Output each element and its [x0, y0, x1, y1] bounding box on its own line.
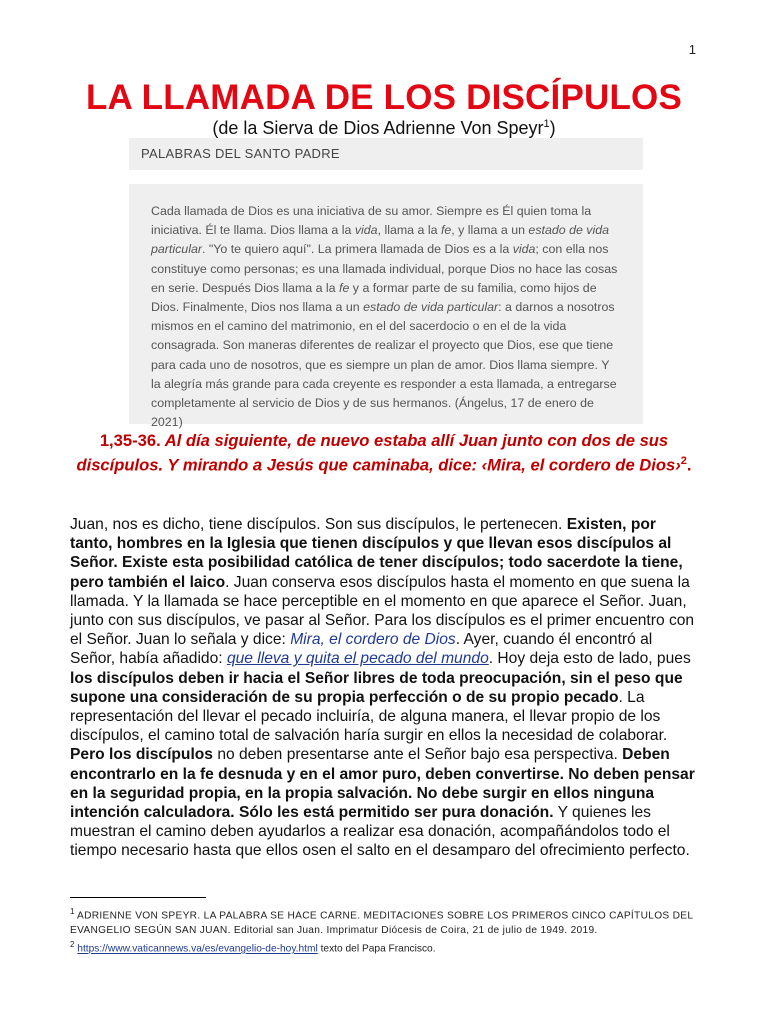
quote-divider: [129, 170, 643, 184]
commentary-paragraph: Juan, nos es dicho, tiene discípulos. Son sus discípulos, le pertenecen. Existen, por tanto, hombres en la Iglesia que tienen discípulos y que llevan esos discípulos al Señor. Existe esta posibilidad católica de tener discípulos; todo sacerdote la tiene, pero también el laico. Juan conserva esos discípulos hasta el momento en que suena la llamada. Y la llamada se hace perceptible en el momento en que aparece el Señor. Juan, junto con sus discípulos, ve pasar al Señor. Para los discípulos es el primer encuentro con el Señor. Juan lo señala y dice: Mira, el cordero de Dios. Ayer, cuando él encontró al Señor, había añadido: que lleva y quita el pecado del mundo. Hoy deja esto de lado, pues los discípulos deben ir hacia el Señor libres de toda preocupación, sin el peso que supone una consideración de su propia perfección o de su propio pecado. La representación del llevar el pecado incluiría, de alguna manera, el llevar propio de los discípulos, el camino total de salvación haría surgir en ellos la necesidad de colaborar. Pero los discípulos no deben presentarse ante el Señor bajo esa perspectiva. Deben encontrarlo en la fe desnuda y en el amor puro, deben convertirse. No deben pensar en la seguridad propia, en la propia salvación. No debe surgir en ellos ninguna intención calculadora. Sólo les está permitido ser pura donación. Y quienes les muestran el camino deben ayudarlos a realizar esa donación, acompañándolos todo el tiempo necesario hasta que ellos osen el salto en el desamparo del ofrecimiento perfecto.: [70, 516, 695, 860]
subtitle-close: ): [549, 118, 556, 138]
footnote-separator: [70, 897, 206, 898]
pope-quote-box: [129, 138, 643, 430]
page-subtitle: [0, 118, 768, 139]
quote-text: Cada llamada de Dios es una iniciativa de su amor. Siempre es Él quien toma la iniciativa. Él te llama. Dios llama a la vida, llama a la fe, y llama a un estado de vida particular. "Yo te quiero aquí". La primera llamada de Dios es a la vida; con ella nos constituye como personas; es una llamada individual, porque Dios no hace las cosas en serie. Después Dios llama a la fe y a formar parte de su familia, como hijos de Dios. Finalmente, Dios nos llama a un estado de vida particular: a darnos a nosotros mismos en el camino del matrimonio, en el del sacerdocio o en el de la vida consagrada. Son maneras diferentes de realizar el proyecto que Dios, ese que tiene para cada uno de nosotros, que es siempre un plan de amor. Dios llama siempre. Y la alegría más grande para cada creyente es responder a esta llamada, a entregarse completamente al servicio de Dios y de sus hermanos. (Ángelus, 17 de enero de 2021): [151, 204, 618, 430]
footnote-ref-1[interactable]: 1: [543, 118, 550, 130]
quote-lamb-of-god: Mira, el cordero de Dios: [290, 631, 456, 649]
verse-reference: 1,35-36.: [99, 431, 161, 450]
footnote-ref-2[interactable]: 2: [680, 455, 687, 467]
quote-heading: PALABRAS DEL SANTO PADRE: [141, 146, 340, 161]
footnotes: [70, 905, 698, 957]
verse-text: Al día siguiente, de nuevo estaba allí Juan junto con dos de sus discípulos. Y mirando a Jesús que caminaba, dice: ‹Mira, el cordero de Dios›: [76, 431, 681, 475]
subtitle-text: (de la Sierva de Dios Adrienne Von Speyr: [212, 118, 544, 138]
footnote-2: $^2$ https://www.vaticannews.va/es/evangelio-de-hoy.html texto del Papa Francisco.: [70, 940, 436, 955]
quote-takes-away-sin[interactable]: que lleva y quita el pecado del mundo: [226, 650, 489, 668]
vatican-news-link[interactable]: https://www.vaticannews.va/es/evangelio-de-hoy.html: [77, 943, 318, 955]
page-title: LA LLAMADA DE LOS DISCÍPULOS: [85, 78, 683, 117]
gospel-verse: 1,35-36. Al día siguiente, de nuevo estaba allí Juan junto con dos de sus discípulos. Y mirando a Jesús que caminaba, dice: ‹Mira, el cordero de Dios›$^2$.: [76, 431, 692, 475]
footnote-1: $^1$ ADRIENNE VON SPEYR. LA PALABRA SE HACE CARNE. MEDITACIONES SOBRE LOS PRIMEROS CINCO CAPÍTULOS DEL EVANGELIO SEGÚN SAN JUAN. Editorial san Juan. Imprimatur Diócesis de Coira, 21 de julio de 1949. 2019.: [70, 907, 693, 936]
page-number: 1: [688, 42, 696, 57]
